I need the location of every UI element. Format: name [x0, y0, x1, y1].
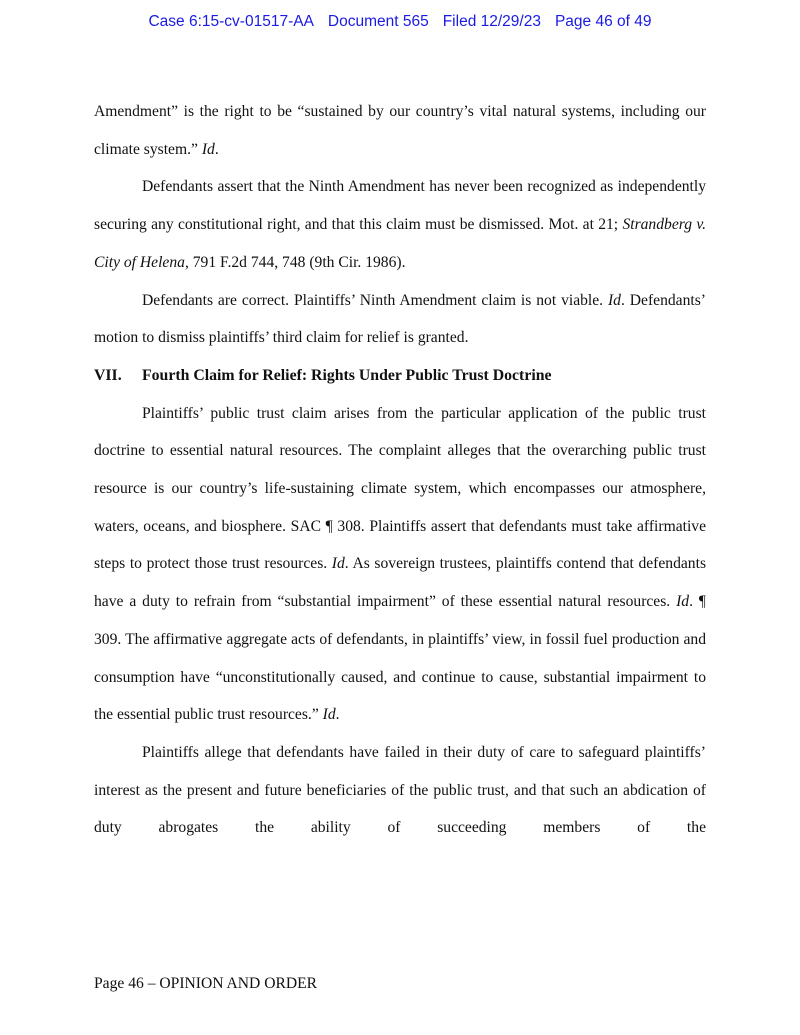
paragraph-5: Plaintiffs allege that defendants have failed in their duty of care to safeguard plaintiffs’ interest as the present and future beneficiaries of the public trust, and that such an abdication of duty abrogates the ability of succeeding members of the: [94, 743, 706, 837]
paragraph-2: Defendants assert that the Ninth Amendment has never been recognized as independently securing any constitutional right, and that this claim must be dismissed. Mot. at 21; Strandberg v. City of Helena, 791 F.2d 744, 748 (9th Cir. 1986).: [94, 178, 706, 271]
section-number: VII.: [94, 366, 122, 384]
section-title: Fourth Claim for Relief: Rights Under Public Trust Doctrine: [142, 366, 552, 384]
paragraph-4: Plaintiffs’ public trust claim arises from the particular application of the public trust doctrine to essential natural resources. The complaint alleges that the overarching public trust resource is our country’s life-sustaining climate system, which encompasses our atmosphere, waters, oceans, and biosphere. SAC ¶ 308. Plaintiffs assert that defendants must take affirmative steps to protect those trust resources. Id. As sovereign trustees, plaintiffs contend that defendants have a duty to refrain from “substantial impairment” of these essential natural resources. Id. ¶ 309. The affirmative aggregate acts of defendants, in plaintiffs’ view, in fossil fuel production and consumption have “unconstitutionally caused, and continue to cause, substantial impairment to the essential public trust resources.” Id.: [94, 404, 707, 724]
filing-header: [0, 13, 800, 31]
section-heading: [94, 357, 706, 395]
citation-id: Id: [331, 555, 345, 573]
citation-id: Id: [322, 706, 336, 724]
case-number: Case 6:15-cv-01517-AA: [148, 13, 314, 30]
page-footer: Page 46 – OPINION AND ORDER: [94, 975, 318, 992]
citation-id: Id: [201, 140, 215, 158]
citation-id: Id: [607, 291, 621, 309]
case-citation: Strandberg v. City of Helena: [94, 216, 706, 271]
filed-date: Filed 12/29/23: [442, 13, 541, 30]
document-body: [94, 93, 706, 847]
paragraph-1: Amendment” is the right to be “sustained by our country’s vital natural systems, including our climate system.” Id.: [94, 103, 706, 158]
document-number: Document 565: [327, 13, 429, 30]
citation-id: Id: [676, 593, 690, 611]
page-count: Page 46 of 49: [554, 13, 652, 30]
paragraph-3: Defendants are correct. Plaintiffs’ Ninth Amendment claim is not viable. Id. Defendants’ motion to dismiss plaintiffs’ third claim for relief is granted.: [94, 291, 706, 347]
